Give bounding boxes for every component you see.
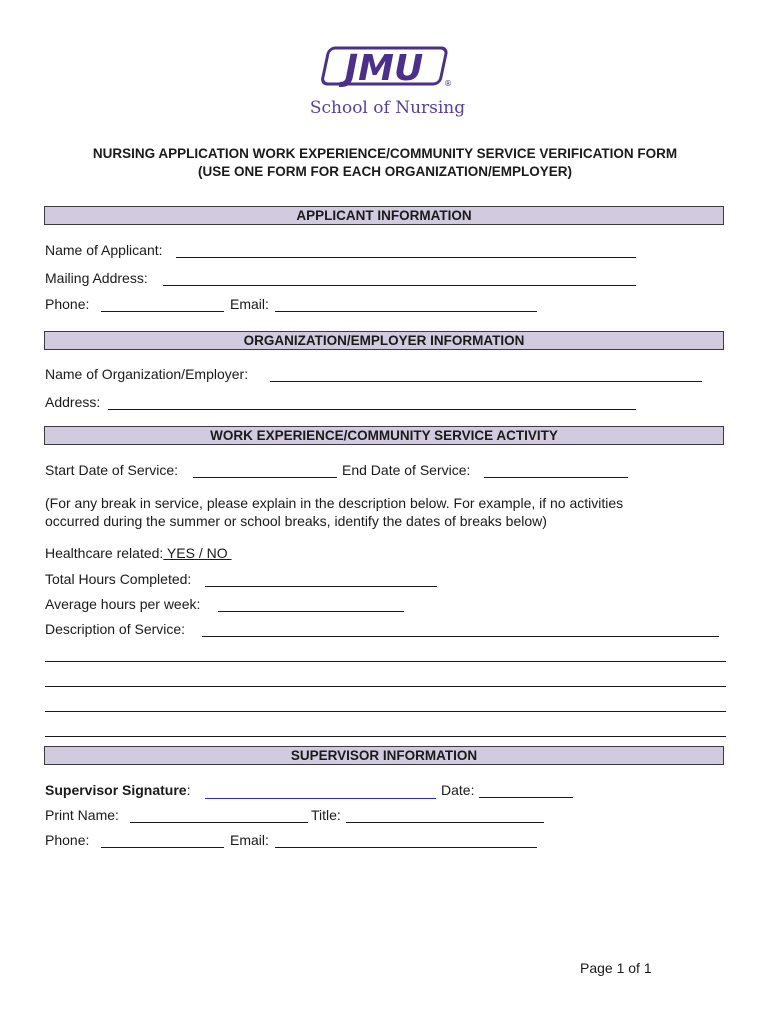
print-name-label: Print Name: [45,807,119,823]
supervisor-section-header: SUPERVISOR INFORMATION [44,746,724,765]
organization-section-header: ORGANIZATION/EMPLOYER INFORMATION [44,331,724,350]
supervisor-signature-field[interactable] [205,798,436,799]
activity-section-header: WORK EXPERIENCE/COMMUNITY SERVICE ACTIVITY [44,426,724,445]
healthcare-related-label: Healthcare related: [45,545,164,561]
supervisor-phone-label: Phone: [45,832,90,848]
break-note-line2: occurred during the summer or school breaks, identify the dates of breaks below) [45,513,547,529]
supervisor-signature-colon: : [186,782,191,798]
healthcare-yes-no-option[interactable]: YES / NO [163,545,232,561]
supervisor-date-label: Date: [441,782,475,798]
average-hours-field[interactable] [218,611,404,612]
svg-text:JMU: JMU [344,48,424,89]
organization-address-label: Address: [45,394,101,410]
page-number: Page 1 of 1 [580,960,652,976]
applicant-email-field[interactable] [275,311,537,312]
start-date-label: Start Date of Service: [45,462,179,478]
logo-subtitle: School of Nursing [309,98,466,118]
description-field-line-2[interactable] [45,661,726,662]
total-hours-field[interactable] [205,586,437,587]
form-title: NURSING APPLICATION WORK EXPERIENCE/COMMUNITY SERVICE VERIFICATION FORM [92,146,678,161]
supervisor-signature-row [45,782,190,798]
applicant-name-field[interactable] [176,257,636,258]
svg-text:®: ® [444,79,452,88]
average-hours-label: Average hours per week: [45,596,201,612]
end-date-label: End Date of Service: [342,462,471,478]
supervisor-signature-label: Supervisor Signature [45,782,187,798]
mailing-address-label: Mailing Address: [45,270,148,286]
description-field-line-1[interactable] [202,636,719,637]
applicant-phone-label: Phone: [45,296,90,312]
end-date-field[interactable] [484,477,628,478]
start-date-field[interactable] [193,477,337,478]
total-hours-label: Total Hours Completed: [45,571,192,587]
applicant-section-header: APPLICANT INFORMATION [44,206,724,225]
applicant-email-label: Email: [230,296,269,312]
description-field-line-3[interactable] [45,686,726,687]
print-name-field[interactable] [130,822,308,823]
break-note-line1: (For any break in service, please explain in the description below. For example, if no activities [45,495,624,511]
applicant-name-label: Name of Applicant: [45,242,163,258]
supervisor-date-field[interactable] [479,797,573,798]
supervisor-title-field[interactable] [346,822,544,823]
supervisor-phone-field[interactable] [101,847,224,848]
description-field-line-4[interactable] [45,711,726,712]
organization-address-field[interactable] [108,409,636,410]
jmu-logo [300,44,475,122]
description-label: Description of Service: [45,621,186,637]
supervisor-email-field[interactable] [275,847,537,848]
applicant-phone-field[interactable] [101,311,224,312]
supervisor-title-label: Title: [311,807,341,823]
jmu-logo-mark [320,44,450,88]
organization-name-field[interactable] [270,381,702,382]
form-subtitle: (USE ONE FORM FOR EACH ORGANIZATION/EMPLOYER) [198,164,572,179]
description-field-line-5[interactable] [45,736,726,737]
healthcare-related-row [45,545,232,561]
mailing-address-field[interactable] [163,285,636,286]
supervisor-email-label: Email: [230,832,269,848]
organization-name-label: Name of Organization/Employer: [45,366,249,382]
